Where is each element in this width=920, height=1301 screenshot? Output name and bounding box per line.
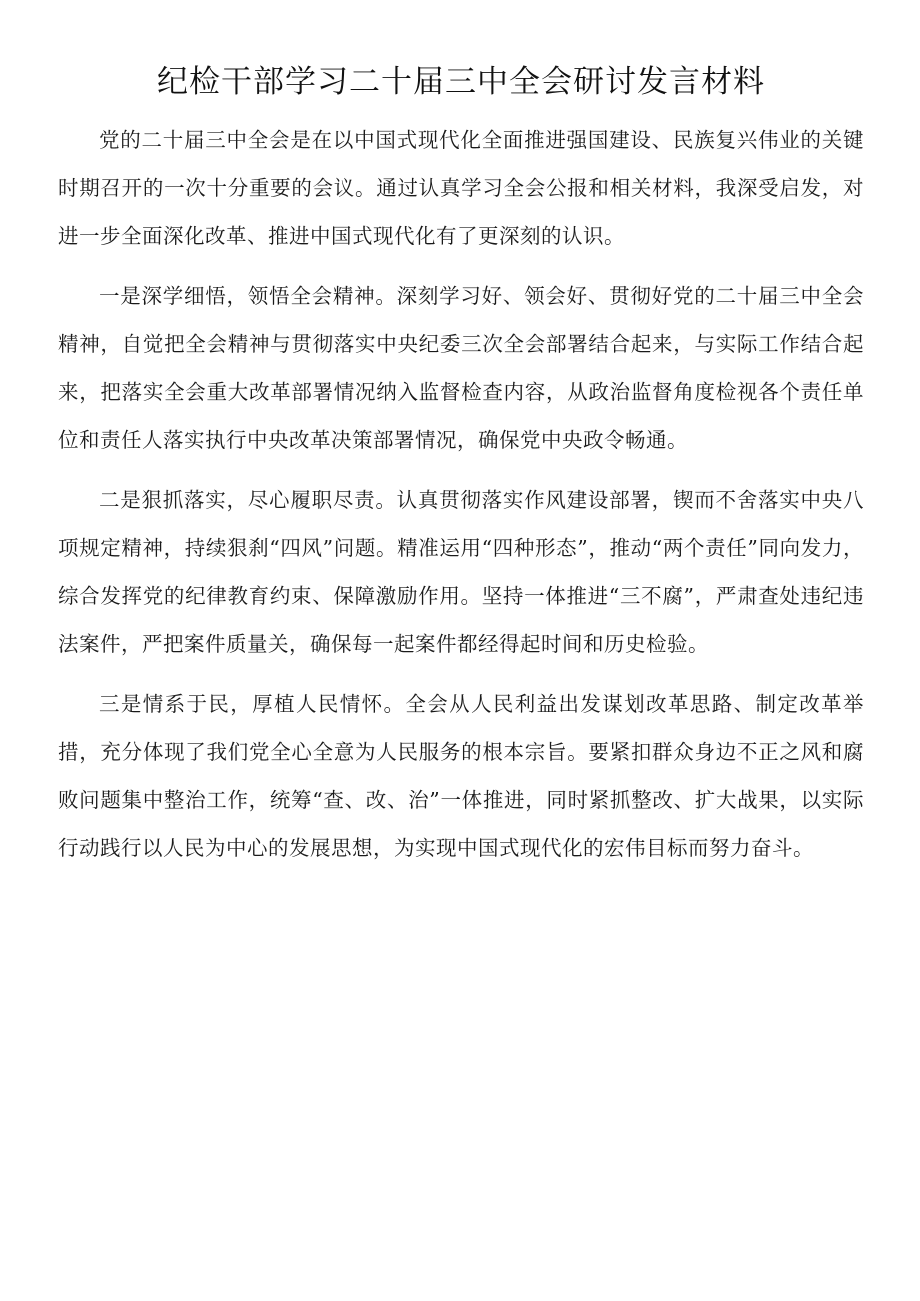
paragraph-point-one: 一是深学细悟，领悟全会精神。深刻学习好、领会好、贯彻好党的二十届三中全会精神，自觉把全会精神与贯彻落实中央纪委三次全会部署结合起来，与实际工作结合起来，把落实全会重大改革部署情况纳入监督检查内容，从政治监督角度检视各个责任单位和责任人落实执行中央改革决策部署情况，确保党中央政令畅通。 <box>58 284 864 452</box>
paragraph-point-two: 二是狠抓落实，尽心履职尽责。认真贯彻落实作风建设部署，锲而不舍落实中央八项规定精神，持续狠刹“四风”问题。精准运用“四种形态”，推动“两个责任”同向发力，综合发挥党的纪律教育约束、保障激励作用。坚持一体推进“三不腐”，严肃查处违纪违法案件，严把案件质量关，确保每一起案件都经得起时间和历史检验。 <box>58 488 864 656</box>
document-title: 纪检干部学习二十届三中全会研讨发言材料 <box>157 64 765 100</box>
document-page <box>58 58 864 884</box>
paragraph-point-three: 三是情系于民，厚植人民情怀。全会从人民利益出发谋划改革思路、制定改革举措，充分体现了我们党全心全意为人民服务的根本宗旨。要紧扣群众身边不正之风和腐败问题集中整治工作，统筹“查、改、治”一体推进，同时紧抓整改、扩大战果，以实际行动践行以人民为中心的发展思想，为实现中国式现代化的宏伟目标而努力奋斗。 <box>58 692 864 860</box>
paragraph-intro: 党的二十届三中全会是在以中国式现代化全面推进强国建设、民族复兴伟业的关键时期召开的一次十分重要的会议。通过认真学习全会公报和相关材料，我深受启发，对进一步全面深化改革、推进中国式现代化有了更深刻的认识。 <box>58 128 864 248</box>
